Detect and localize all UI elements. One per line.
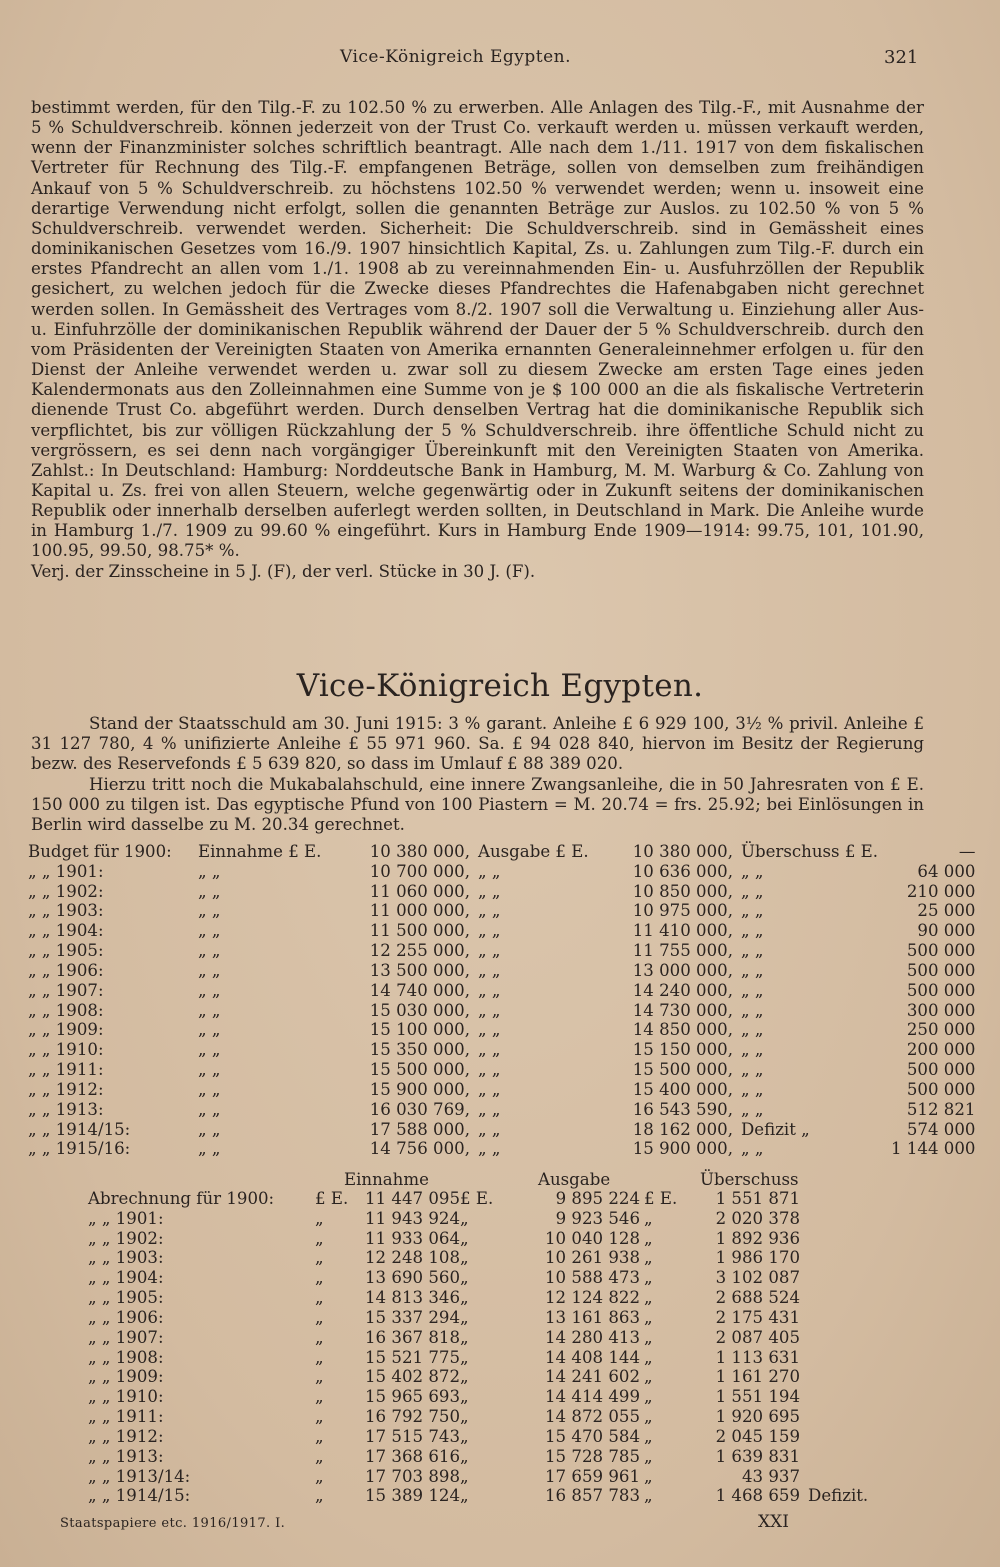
budget-cell-rev: 15 500 000, [369,1060,470,1080]
account-cell-exp-cur: „ [460,1426,469,1446]
account-cell-rev: 15 965 693 [365,1387,461,1407]
account-cell-exp-cur: „ [460,1307,469,1327]
budget-cell-bal: 500 000 [906,1060,976,1080]
budget-cell-bal-label: „ „ [741,960,764,980]
budget-row [28,961,975,981]
budget-cell-bal: 90 000 [917,921,976,941]
budget-cell-rev-label: „ „ [198,1060,221,1080]
budget-cell-rev: 15 900 000, [369,1079,470,1099]
budget-cell-bal-label: „ „ [741,1139,764,1159]
account-cell-note [800,1367,888,1387]
budget-cell-exp-label: „ „ [478,1020,501,1040]
account-cell-exp: 9 923 546 [555,1208,641,1228]
budget-cell-bal: 500 000 [906,1079,976,1099]
debt-status-paragraph: Stand der Staatsschuld am 30. Juni 1915: 3 % garant. Anleihe £ 6 929 100, 3½ % privil. Anleihe £ 31 127 780, 4 % unifizierte Anleihe £ 55 971 960. Sa. £ 94 028 840, hiervon im Besitz der Regierung bezw. des Reservefonds £ 5 639 820, so dass im Umlauf £ 88 389 020. [31,714,924,774]
budget-cell-exp: 15 900 000, [632,1139,733,1159]
account-cell-exp: 14 241 602 [545,1367,641,1387]
section-title: Vice-Königreich Egypten. [296,668,704,704]
account-row [88,1248,888,1268]
budget-cell-label: „ „ 1915/16: [28,1139,131,1159]
account-cell-exp: 12 124 822 [545,1288,641,1308]
account-cell-label: „ „ 1913: [88,1446,164,1466]
account-cell-rev-cur: „ [315,1307,324,1327]
account-cell-exp-cur: „ [460,1486,469,1506]
budget-cell-rev-label: „ „ [198,861,221,881]
budget-cell-exp: 14 850 000, [632,1020,733,1040]
account-cell-exp: 14 872 055 [545,1407,641,1427]
budget-cell-bal: 512 821 [906,1099,976,1119]
budget-cell-label: „ „ 1905: [28,941,104,961]
account-cell-note [800,1407,888,1427]
account-row [88,1447,888,1467]
account-cell-rev: 16 367 818 [365,1327,461,1347]
account-cell-exp-cur: „ [460,1466,469,1486]
account-cell-bal: 43 937 [741,1466,801,1486]
account-cell-bal: 3 102 087 [715,1268,801,1288]
budget-cell-rev: 14 740 000, [369,980,470,1000]
budget-cell-bal: 200 000 [906,1040,976,1060]
accounts-table [88,1189,888,1506]
budget-cell-rev-label: „ „ [198,1079,221,1099]
budget-cell-bal: 300 000 [906,1000,976,1020]
account-cell-bal: 1 892 936 [715,1228,801,1248]
account-cell-exp: 10 588 473 [545,1268,641,1288]
account-cell-rev-cur: „ [315,1248,324,1268]
account-cell-label: „ „ 1909: [88,1367,164,1387]
col-header-expenditure: Ausgabe [538,1170,611,1189]
budget-cell-exp: 15 400 000, [632,1079,733,1099]
account-cell-bal-cur: £ E. [644,1189,678,1208]
budget-cell-exp: 14 240 000, [632,980,733,1000]
budget-cell-label: Budget für 1900: [28,842,172,861]
account-cell-label: Abrechnung für 1900: [88,1189,275,1208]
budget-cell-label: „ „ 1911: [28,1060,104,1080]
account-cell-label: „ „ 1906: [88,1307,164,1327]
footer-imprint: Staatspapiere etc. 1916/1917. I. [60,1516,286,1531]
account-cell-rev-cur: „ [315,1466,324,1486]
budget-cell-rev-label: „ „ [198,960,221,980]
budget-cell-bal: 64 000 [917,861,976,881]
account-cell-exp-cur: „ [460,1288,469,1308]
account-row [88,1387,888,1407]
budget-cell-rev: 10 380 000, [369,842,470,861]
budget-cell-exp: 11 755 000, [632,941,733,961]
previous-section-paragraph: bestimmt werden, für den Tilg.-F. zu 102.50 % zu erwerben. Alle Anlagen des Tilg.-F., mit Ausnahme der 5 % Schuldverschreib. können jederzeit von der Trust Co. verkauft werden u. müssen verkauft werden, wenn der Finanzminister solches schriftlich beantragt. Alle nach dem 1./11. 1917 von dem fiskalischen Vertreter für Rechnung des Tilg.-F. empfangenen Beträge, sollen von demselben zum freihändigen Ankauf von 5 % Schuldverschreib. zu höchstens 102.50 % verwendet werden; wenn u. insoweit eine derartige Verwendung nicht erfolgt, sollen die genannten Beträge zur Auslos. zu 102.50 % von 5 % Schuldverschreib. verwendet werden. Sicherheit: Die Schuldverschreib. sind in Gemässheit eines dominikanischen Gesetzes vom 16./9. 1907 hinsichtlich Kapital, Zs. u. Zahlungen zum Tilg.-F. durch ein erstes Pfandrecht an allen vom 1./1. 1908 ab zu vereinnahmenden Ein- u. Ausfuhrzöllen der Republik gesichert, zu welchen jedoch für die Zwecke dieses Pfandrechtes die Hafenabgaben nicht gerechnet werden sollen. In Gemässheit des Vertrages vom 8./2. 1907 soll die Verwaltung u. Einziehung aller Aus- u. Einfuhrzölle der dominikanischen Republik während der Dauer der 5 % Schuldverschreib. durch den vom Präsidenten der Vereinigten Staaten von Amerika ernannten Generaleinnehmer erfolgen u. für den Dienst der Anleihe verwendet werden u. zwar soll zu diesem Zwecke am ersten Tage eines jeden Kalendermonats aus den Zolleinnahmen eine Summe von je $ 100 000 an die als fiskalische Vertreterin dienende Trust Co. abgeführt werden. Durch denselben Vertrag hat die dominikanische Republik sich verpflichtet, bis zur völligen Rückzahlung der 5 % Schuldverschreib. ihre öffentliche Schuld nicht zu vergrössern, es sei denn nach vorgängiger Übereinkunft mit den Vereinigten Staaten von Amerika. Zahlst.: In Deutschland: Hamburg: Norddeutsche Bank in Hamburg, M. M. Warburg & Co. Zahlung von Kapital u. Zs. frei von allen Steuern, welche gegenwärtig oder in Zukunft seitens der dominikanischen Republik oder innerhalb derselben auferlegt werden sollten, in Deutschland in Mark. Die Anleihe wurde in Hamburg 1./7. 1909 zu 99.60 % eingeführt. Kurs in Hamburg Ende 1909—1914: 99.75, 101, 101.90, 100.95, 99.50, 98.75* %. [31,98,924,561]
budget-cell-label: „ „ 1906: [28,960,104,980]
account-cell-rev: 11 933 064 [365,1228,461,1248]
account-cell-bal: 1 551 194 [715,1387,801,1407]
budget-cell-rev: 14 756 000, [369,1139,470,1159]
budget-cell-label: „ „ 1912: [28,1079,104,1099]
budget-cell-exp-label: „ „ [478,941,501,961]
budget-table [28,842,975,1159]
account-cell-exp-cur: „ [460,1367,469,1387]
account-cell-bal-cur: „ [644,1208,653,1228]
account-row [88,1486,888,1506]
budget-row [28,981,975,1001]
budget-cell-label: „ „ 1913: [28,1099,104,1119]
account-cell-note [800,1288,888,1308]
account-row [88,1367,888,1387]
budget-cell-bal-label: „ „ [741,921,764,941]
budget-row [28,842,975,862]
account-cell-rev: 15 521 775 [365,1347,461,1367]
account-cell-bal-cur: „ [644,1387,653,1407]
account-cell-rev-cur: „ [315,1486,324,1506]
budget-cell-exp-label: „ „ [478,861,501,881]
budget-cell-rev-label: „ „ [198,1099,221,1119]
account-cell-note [800,1268,888,1288]
budget-cell-bal-label: „ „ [741,980,764,1000]
account-cell-exp: 9 895 224 [555,1189,641,1208]
account-cell-rev-cur: „ [315,1426,324,1446]
budget-cell-bal-label: „ „ [741,1000,764,1020]
account-cell-rev-cur: „ [315,1387,324,1407]
account-cell-bal-cur: „ [644,1248,653,1268]
account-cell-rev-cur: „ [315,1407,324,1427]
account-row [88,1288,888,1308]
account-cell-note [800,1308,888,1328]
budget-cell-label: „ „ 1914/15: [28,1119,131,1139]
account-cell-rev: 15 402 872 [365,1367,461,1387]
account-cell-label: „ „ 1905: [88,1288,164,1308]
account-cell-label: „ „ 1913/14: [88,1466,191,1486]
account-cell-rev-cur: „ [315,1446,324,1466]
account-cell-exp: 14 280 413 [545,1327,641,1347]
account-cell-rev: 17 368 616 [365,1446,461,1466]
budget-row [28,862,975,882]
account-cell-exp-cur: „ [460,1407,469,1427]
account-cell-bal: 2 175 431 [715,1307,801,1327]
budget-row [28,1040,975,1060]
budget-row [28,1001,975,1021]
budget-cell-exp: 14 730 000, [632,1000,733,1020]
budget-cell-bal: 574 000 [906,1119,976,1139]
budget-cell-bal-label: „ „ [741,941,764,961]
account-cell-label: „ „ 1903: [88,1248,164,1268]
budget-cell-bal-label: „ „ [741,861,764,881]
budget-cell-bal-label: „ „ [741,1099,764,1119]
account-row [88,1467,888,1487]
account-cell-exp: 10 040 128 [545,1228,641,1248]
section-intro [31,714,924,835]
budget-cell-rev: 15 350 000, [369,1040,470,1060]
account-cell-rev-cur: „ [315,1228,324,1248]
budget-row [28,901,975,921]
budget-cell-bal: 25 000 [917,901,976,921]
account-cell-note [800,1427,888,1447]
budget-cell-rev: 17 588 000, [369,1119,470,1139]
account-cell-exp-cur: „ [460,1387,469,1407]
account-cell-note [800,1467,888,1487]
account-cell-rev: 16 792 750 [365,1407,461,1427]
account-cell-rev: 17 515 743 [365,1426,461,1446]
budget-cell-exp: 16 543 590, [632,1099,733,1119]
budget-cell-bal: 500 000 [906,980,976,1000]
budget-row [28,1139,975,1159]
budget-cell-exp-label: „ „ [478,1139,501,1159]
account-cell-rev: 14 813 346 [365,1288,461,1308]
budget-cell-exp-label: „ „ [478,1079,501,1099]
budget-cell-rev-label: „ „ [198,1000,221,1020]
budget-cell-exp: 11 410 000, [632,921,733,941]
account-row [88,1268,888,1288]
account-cell-bal-cur: „ [644,1407,653,1427]
account-cell-label: „ „ 1910: [88,1387,164,1407]
budget-row [28,1120,975,1140]
account-cell-bal: 2 020 378 [715,1208,801,1228]
account-cell-rev: 12 248 108 [365,1248,461,1268]
budget-cell-exp-label: „ „ [478,1099,501,1119]
account-cell-bal-cur: „ [644,1466,653,1486]
budget-cell-exp: 18 162 000, [632,1119,733,1139]
budget-cell-exp-label: „ „ [478,921,501,941]
col-header-surplus: Überschuss [700,1170,799,1189]
account-row [88,1189,888,1209]
budget-cell-bal-label: „ „ [741,1020,764,1040]
budget-cell-rev-label: „ „ [198,1040,221,1060]
budget-cell-rev: 11 060 000, [369,881,470,901]
budget-cell-rev: 16 030 769, [369,1099,470,1119]
account-cell-note: Defizit. [808,1486,869,1506]
budget-cell-label: „ „ 1908: [28,1000,104,1020]
account-cell-bal-cur: „ [644,1307,653,1327]
account-cell-note [800,1348,888,1368]
budget-cell-exp-label: „ „ [478,1060,501,1080]
budget-cell-rev: 11 000 000, [369,901,470,921]
account-cell-rev: 11 447 095 [365,1189,461,1208]
account-cell-bal-cur: „ [644,1446,653,1466]
account-cell-exp-cur: „ [460,1347,469,1367]
account-cell-bal-cur: „ [644,1347,653,1367]
page-number: 321 [884,47,919,68]
account-cell-exp: 15 470 584 [545,1426,641,1446]
budget-cell-rev: 12 255 000, [369,941,470,961]
account-cell-bal: 1 468 659 [715,1486,801,1506]
budget-cell-rev-label: „ „ [198,881,221,901]
account-row [88,1229,888,1249]
account-cell-label: „ „ 1914/15: [88,1486,191,1506]
budget-cell-exp: 10 380 000, [632,842,733,861]
account-cell-bal-cur: „ [644,1268,653,1288]
account-row [88,1308,888,1328]
budget-cell-exp-label: „ „ [478,1119,501,1139]
budget-cell-exp: 15 500 000, [632,1060,733,1080]
account-row [88,1328,888,1348]
budget-cell-bal-label: Überschuss £ E. [741,842,879,861]
running-title: Vice-Königreich Egypten. [340,47,572,67]
account-cell-bal-cur: „ [644,1486,653,1506]
account-cell-exp: 14 408 144 [545,1347,641,1367]
budget-cell-label: „ „ 1904: [28,921,104,941]
account-cell-exp: 14 414 499 [545,1387,641,1407]
account-cell-rev: 13 690 560 [365,1268,461,1288]
budget-cell-exp: 15 150 000, [632,1040,733,1060]
account-row [88,1209,888,1229]
account-cell-bal-cur: „ [644,1327,653,1347]
account-cell-rev-cur: „ [315,1208,324,1228]
budget-cell-exp: 13 000 000, [632,960,733,980]
budget-cell-rev-label: „ „ [198,921,221,941]
account-cell-label: „ „ 1901: [88,1208,164,1228]
running-head [0,47,1000,73]
budget-row [28,1100,975,1120]
budget-cell-exp-label: „ „ [478,960,501,980]
budget-cell-rev: 11 500 000, [369,921,470,941]
account-cell-rev-cur: „ [315,1367,324,1387]
account-cell-exp-cur: „ [460,1248,469,1268]
budget-cell-rev-label: Einnahme £ E. [198,842,322,861]
account-row [88,1348,888,1368]
budget-cell-rev: 13 500 000, [369,960,470,980]
account-cell-exp-cur: £ E. [460,1189,494,1208]
budget-cell-rev-label: „ „ [198,1119,221,1139]
budget-cell-rev-label: „ „ [198,1020,221,1040]
budget-cell-label: „ „ 1902: [28,881,104,901]
col-header-revenue: Einnahme [344,1170,429,1189]
account-cell-rev: 11 943 924 [365,1208,461,1228]
account-cell-bal: 1 113 631 [715,1347,801,1367]
account-cell-note [800,1248,888,1268]
mukabalah-paragraph: Hierzu tritt noch die Mukabalahschuld, eine innere Zwangsanleihe, die in 50 Jahresraten von £ E. 150 000 zu tilgen ist. Das egyptische Pfund von 100 Piastern = M. 20.74 = frs. 25.92; bei Einlösungen in Berlin wird dasselbe zu M. 20.34 gerechnet. [31,774,924,835]
account-cell-bal: 1 639 831 [715,1446,801,1466]
account-cell-label: „ „ 1902: [88,1228,164,1248]
account-cell-note [800,1447,888,1467]
account-cell-bal-cur: „ [644,1288,653,1308]
budget-cell-rev: 15 100 000, [369,1020,470,1040]
budget-cell-exp-label: „ „ [478,980,501,1000]
budget-cell-label: „ „ 1907: [28,980,104,1000]
account-cell-note [800,1328,888,1348]
account-cell-note [800,1209,888,1229]
account-cell-exp-cur: „ [460,1208,469,1228]
budget-cell-label: „ „ 1909: [28,1020,104,1040]
account-cell-bal: 2 688 524 [715,1288,801,1308]
budget-cell-rev-label: „ „ [198,980,221,1000]
budget-cell-exp: 10 975 000, [632,901,733,921]
account-cell-bal: 1 920 695 [715,1407,801,1427]
budget-cell-bal-label: „ „ [741,1040,764,1060]
account-cell-exp: 17 659 961 [545,1466,641,1486]
account-cell-exp-cur: „ [460,1268,469,1288]
account-cell-rev-cur: „ [315,1268,324,1288]
budget-cell-bal-label: „ „ [741,901,764,921]
budget-cell-bal-label: „ „ [741,1060,764,1080]
budget-cell-label: „ „ 1901: [28,861,104,881]
account-cell-exp-cur: „ [460,1327,469,1347]
account-cell-rev: 15 389 124 [365,1486,461,1506]
budget-cell-rev: 10 700 000, [369,861,470,881]
account-cell-label: „ „ 1908: [88,1347,164,1367]
account-cell-exp: 15 728 785 [545,1446,641,1466]
budget-cell-bal-label: „ „ [741,881,764,901]
budget-cell-exp: 10 636 000, [632,861,733,881]
budget-cell-rev-label: „ „ [198,901,221,921]
budget-cell-rev-label: „ „ [198,941,221,961]
account-cell-bal: 2 045 159 [715,1426,801,1446]
budget-row [28,941,975,961]
account-cell-label: „ „ 1907: [88,1327,164,1347]
budget-row [28,1080,975,1100]
budget-row [28,1020,975,1040]
account-cell-label: „ „ 1904: [88,1268,164,1288]
budget-row [28,921,975,941]
account-row [88,1427,888,1447]
account-cell-rev: 17 703 898 [365,1466,461,1486]
previous-section-limitation: Verj. der Zinsscheine in 5 J. (F), der verl. Stücke in 30 J. (F). [31,561,536,581]
account-cell-exp: 16 857 783 [545,1486,641,1506]
budget-cell-bal: 500 000 [906,941,976,961]
account-cell-bal: 1 161 270 [715,1367,801,1387]
account-cell-rev: 15 337 294 [365,1307,461,1327]
budget-cell-exp-label: „ „ [478,901,501,921]
account-cell-exp: 10 261 938 [545,1248,641,1268]
budget-row [28,882,975,902]
budget-cell-exp-label: „ „ [478,1000,501,1020]
budget-cell-bal: 1 144 000 [891,1139,976,1159]
budget-row [28,1060,975,1080]
account-cell-rev-cur: £ E. [315,1189,349,1208]
account-cell-exp-cur: „ [460,1228,469,1248]
account-cell-bal: 2 087 405 [715,1327,801,1347]
budget-cell-bal: — [958,842,976,861]
signature-mark: XXI [758,1512,789,1532]
account-cell-exp: 13 161 863 [545,1307,641,1327]
account-cell-note [800,1189,888,1209]
account-cell-exp-cur: „ [460,1446,469,1466]
account-cell-bal-cur: „ [644,1426,653,1446]
budget-cell-exp-label: „ „ [478,881,501,901]
account-cell-label: „ „ 1912: [88,1426,164,1446]
budget-cell-rev: 15 030 000, [369,1000,470,1020]
account-cell-rev-cur: „ [315,1288,324,1308]
account-cell-rev-cur: „ [315,1327,324,1347]
account-row [88,1407,888,1427]
budget-cell-bal: 250 000 [906,1020,976,1040]
budget-cell-bal: 210 000 [906,881,976,901]
budget-cell-label: „ „ 1903: [28,901,104,921]
account-cell-rev-cur: „ [315,1347,324,1367]
budget-cell-exp-label: „ „ [478,1040,501,1060]
budget-cell-exp: 10 850 000, [632,881,733,901]
account-cell-note [800,1229,888,1249]
budget-cell-bal-label: „ „ [741,1079,764,1099]
budget-cell-label: „ „ 1910: [28,1040,104,1060]
budget-cell-bal: 500 000 [906,960,976,980]
account-cell-bal-cur: „ [644,1228,653,1248]
account-cell-note [800,1387,888,1407]
budget-cell-exp-label: Ausgabe £ E. [478,842,589,861]
account-cell-label: „ „ 1911: [88,1407,164,1427]
account-cell-bal: 1 551 871 [715,1189,801,1208]
account-cell-bal: 1 986 170 [715,1248,801,1268]
account-cell-bal-cur: „ [644,1367,653,1387]
budget-cell-rev-label: „ „ [198,1139,221,1159]
budget-cell-bal-label: Defizit „ [741,1119,810,1139]
previous-section-text [31,98,924,582]
